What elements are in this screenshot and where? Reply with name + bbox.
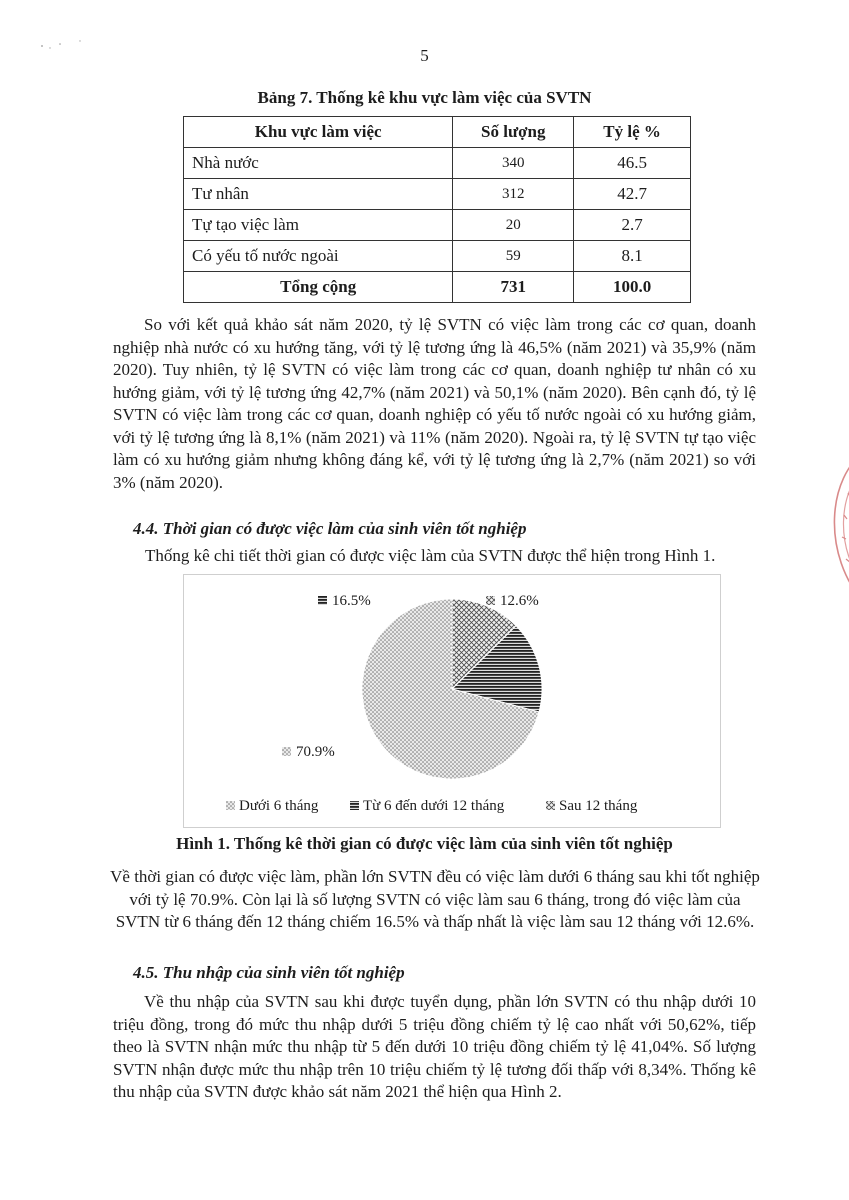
column-header: Khu vực làm việc bbox=[184, 117, 453, 148]
count-cell: 20 bbox=[453, 210, 574, 241]
data-label-marker bbox=[282, 747, 291, 756]
percent-cell: 2.7 bbox=[574, 210, 691, 241]
legend-marker bbox=[226, 801, 235, 810]
pie-chart bbox=[183, 574, 721, 828]
paragraph-income: Về thu nhập của SVTN sau khi được tuyển dụng, phần lớn SVTN có thu nhập dưới 10 triệu đồng, trong đó mức thu nhập dưới 5 triệu đồng chiếm tỷ lệ cao nhất với 50,62%, tiếp theo là SVTN nhận mức thu nhập từ 5 đến dưới 10 triệu đồng chiếm tỷ lệ 41,04%. Số lượng SVTN nhận được mức thu nhập trên 10 triệu chiếm tỷ lệ tương đối thấp với 8,34%. Thống kê thu nhập của SVTN được khảo sát năm 2021 thể hiện qua Hình 2. bbox=[113, 992, 756, 1101]
legend-entry: Từ 6 đến dưới 12 tháng bbox=[363, 798, 505, 814]
data-label-marker bbox=[486, 596, 495, 605]
percent-cell: 8.1 bbox=[574, 241, 691, 272]
table-total-row bbox=[184, 272, 691, 303]
table-caption: Bảng 7. Thống kê khu vực làm việc của SVTN bbox=[257, 88, 592, 107]
count-cell: 59 bbox=[453, 241, 574, 272]
page-number: 5 bbox=[420, 46, 429, 65]
red-stamp-edge bbox=[808, 445, 849, 615]
work-area-table bbox=[183, 116, 691, 303]
count-cell: 312 bbox=[453, 179, 574, 210]
section-heading-4-5: 4.5. Thu nhập của sinh viên tốt nghiệp bbox=[133, 963, 405, 982]
area-cell: Nhà nước bbox=[184, 148, 453, 179]
table-row bbox=[184, 179, 691, 210]
data-label-marker bbox=[318, 596, 327, 605]
column-header: Số lượng bbox=[453, 117, 574, 148]
table-row bbox=[184, 241, 691, 272]
area-cell: Tự tạo việc làm bbox=[184, 210, 453, 241]
data-label: 70.9% bbox=[296, 744, 335, 760]
figure-caption: Hình 1. Thống kê thời gian có được việc làm của sinh viên tốt nghiệp bbox=[176, 834, 673, 853]
paragraph-figure-intro: Thống kê chi tiết thời gian có được việc làm của SVTN được thể hiện trong Hình 1. bbox=[145, 546, 716, 565]
legend-marker bbox=[350, 801, 359, 810]
area-cell: Có yếu tố nước ngoài bbox=[184, 241, 453, 272]
paragraph-work-area-comparison: So với kết quả khảo sát năm 2020, tỷ lệ SVTN có việc làm trong các cơ quan, doanh nghiệp nhà nước có xu hướng tăng, với tỷ lệ tương ứng là 46,5% (năm 2021) và 35,9% (năm 2020). Tuy nhiên, tỷ lệ SVTN có việc làm trong các cơ quan, doanh nghiệp tư nhân có xu hướng giảm, với tỷ lệ tương ứng 42,7% (năm 2021) và 50,1% (năm 2020). Bên cạnh đó, tỷ lệ SVTN có việc làm trong các cơ quan, doanh nghiệp có yếu tố nước ngoài có xu hướng giảm, với tỷ lệ tương ứng là 8,1% (năm 2021) và 11% (năm 2020). Ngoài ra, tỷ lệ SVTN tự tạo việc làm có xu hướng giảm nhưng không đáng kể, với tỷ lệ tương ứng là 2,7% (năm 2021) so với 3% (năm 2020). bbox=[113, 315, 756, 492]
table-row bbox=[184, 210, 691, 241]
percent-cell: 46.5 bbox=[574, 148, 691, 179]
section-heading-4-4: 4.4. Thời gian có được việc làm của sinh viên tốt nghiệp bbox=[133, 519, 527, 538]
percent-cell: 42.7 bbox=[574, 179, 691, 210]
count-cell: 340 bbox=[453, 148, 574, 179]
total-label-cell: Tổng cộng bbox=[184, 272, 453, 303]
data-label: 16.5% bbox=[332, 593, 371, 609]
area-cell: Tư nhân bbox=[184, 179, 453, 210]
total-percent-cell: 100.0 bbox=[574, 272, 691, 303]
table-row bbox=[184, 148, 691, 179]
column-header: Tỷ lệ % bbox=[574, 117, 691, 148]
data-label: 12.6% bbox=[500, 593, 539, 609]
paragraph-employment-time: Về thời gian có được việc làm, phần lớn SVTN đều có việc làm dưới 6 tháng sau khi tốt nghiệp với tỷ lệ 70.9%. Còn lại là số lượng SVTN có việc làm sau 6 tháng, trong đó việc làm của SVTN từ 6 tháng đến 12 tháng chiếm 16.5% và thấp nhất là việc làm sau 12 tháng với 12.6%. bbox=[110, 867, 760, 931]
table-header-row bbox=[184, 117, 691, 148]
legend-entry: Dưới 6 tháng bbox=[239, 798, 319, 814]
legend-marker bbox=[546, 801, 555, 810]
total-count-cell: 731 bbox=[453, 272, 574, 303]
legend-entry: Sau 12 tháng bbox=[559, 798, 638, 814]
